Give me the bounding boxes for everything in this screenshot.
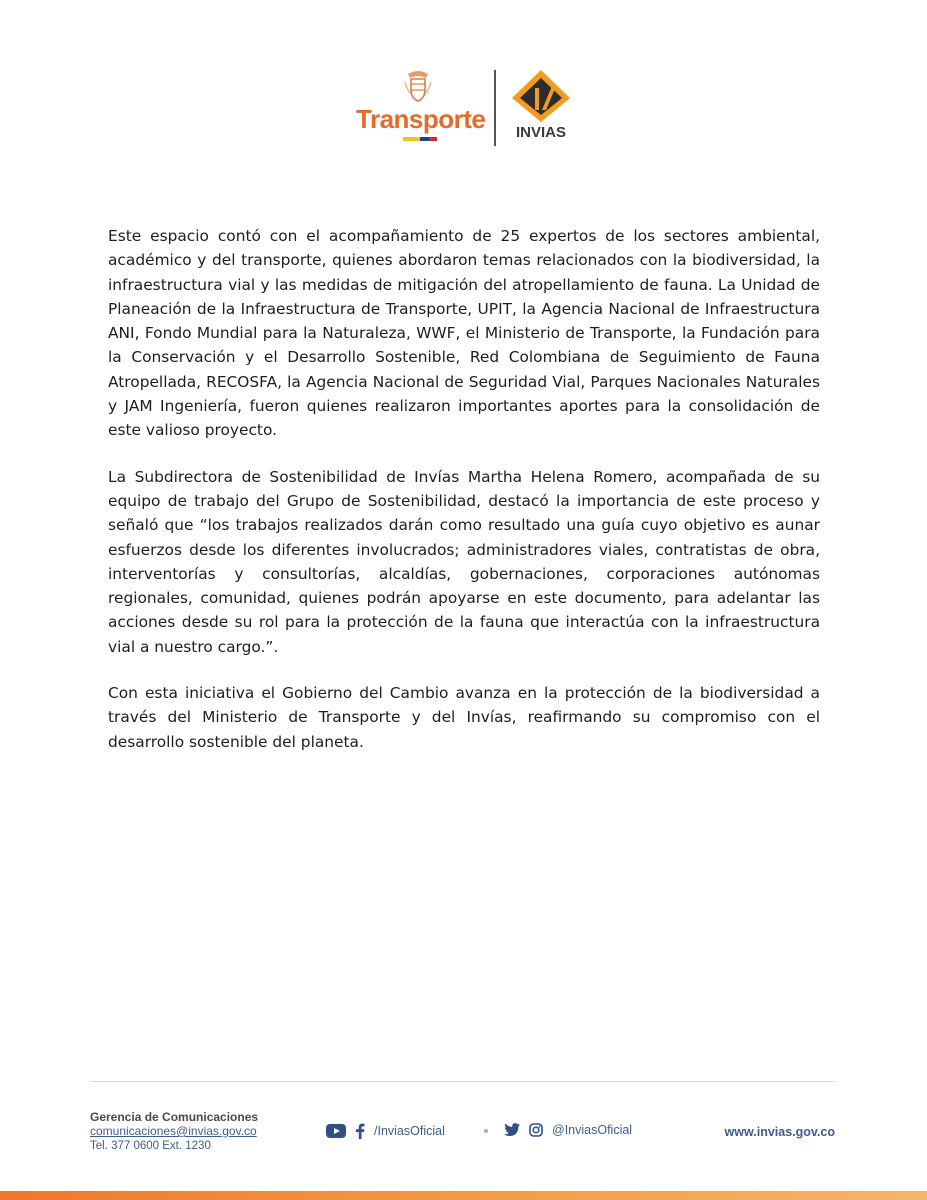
social-group-1 bbox=[326, 1123, 445, 1139]
instagram-icon[interactable] bbox=[529, 1123, 543, 1137]
article-body bbox=[108, 224, 820, 776]
paragraph-3: Con esta iniciativa el Gobierno del Cambio avanza en la protección de la biodiversidad a través del Ministerio de Transporte y del Invías, reafirmando su compromiso con el desarrollo sostenible del planeta. bbox=[108, 684, 820, 751]
separator-dot bbox=[484, 1129, 488, 1133]
facebook-icon[interactable] bbox=[355, 1123, 365, 1139]
phone-number: Tel. 377 0600 Ext. 1230 bbox=[90, 1140, 211, 1152]
email-link[interactable]: comunicaciones@invias.gov.co bbox=[90, 1124, 257, 1138]
social-handle-1[interactable]: /InviasOficial bbox=[374, 1124, 445, 1138]
invias-diamond-icon bbox=[508, 68, 574, 124]
transporte-wordmark: Transporte bbox=[356, 104, 486, 134]
social-handle-2[interactable]: @InviasOficial bbox=[552, 1123, 633, 1137]
invias-wordmark: INVIAS bbox=[515, 124, 566, 141]
social-group-2 bbox=[504, 1123, 632, 1137]
logo-divider bbox=[494, 70, 496, 146]
footer bbox=[90, 1110, 835, 1154]
youtube-icon[interactable] bbox=[326, 1124, 346, 1138]
paragraph-1: Este espacio contó con el acompañamiento de 25 expertos de los sectores ambiental, académico y del transporte, quienes abordaron temas relacionados con la biodiversidad, la infraestructura vial y las medidas de mitigación del atropellamiento de fauna. La Unidad de Planeación de la Infraestructura de Transporte, UPIT, la Agencia Nacional de Infraestructura ANI, Fondo Mundial para la Naturaleza, WWF, el Ministerio de Transporte, la Fundación para la Conservación y el Desarrollo Sostenible, Red Colombiana de Seguimiento de Fauna Atropellada, RECOSFA, la Agencia Nacional de Seguridad Vial, Parques Nacionales Naturales y JAM Ingeniería, fueron quienes realizaron importantes aportes para la consolidación de este valioso proyecto. bbox=[108, 227, 820, 440]
paragraph-2: La Subdirectora de Sostenibilidad de Invías Martha Helena Romero, acompañada de su equipo de trabajo del Grupo de Sostenibilidad, destacó la importancia de este proceso y señaló que “los trabajos realizados darán como resultado una guía cuyo objetivo es aunar esfuerzos desde los diferentes involucrados; administradores viales, contratistas de obra, interventorías y consultorías, alcaldías, gobernaciones, corporaciones autónomas regionales, comunidad, quienes podrán apoyarse en este documento, para adelantar las acciones desde su rol para la protección de la fauna que interactúa con la infraestructura vial a nuestro cargo.”. bbox=[108, 467, 820, 656]
colombia-coat-of-arms-icon bbox=[402, 68, 434, 104]
department-name: Gerencia de Comunicaciones bbox=[90, 1110, 259, 1124]
invias-logo bbox=[508, 68, 574, 150]
transporte-logo bbox=[356, 64, 484, 148]
website-link[interactable]: www.invias.gov.co bbox=[724, 1125, 835, 1139]
footer-divider bbox=[90, 1081, 835, 1082]
twitter-icon[interactable] bbox=[504, 1123, 520, 1137]
header-logos bbox=[0, 64, 927, 154]
colombia-flag-stripe bbox=[403, 137, 437, 141]
bottom-accent-bar bbox=[0, 1191, 927, 1200]
contact-block bbox=[90, 1110, 310, 1153]
